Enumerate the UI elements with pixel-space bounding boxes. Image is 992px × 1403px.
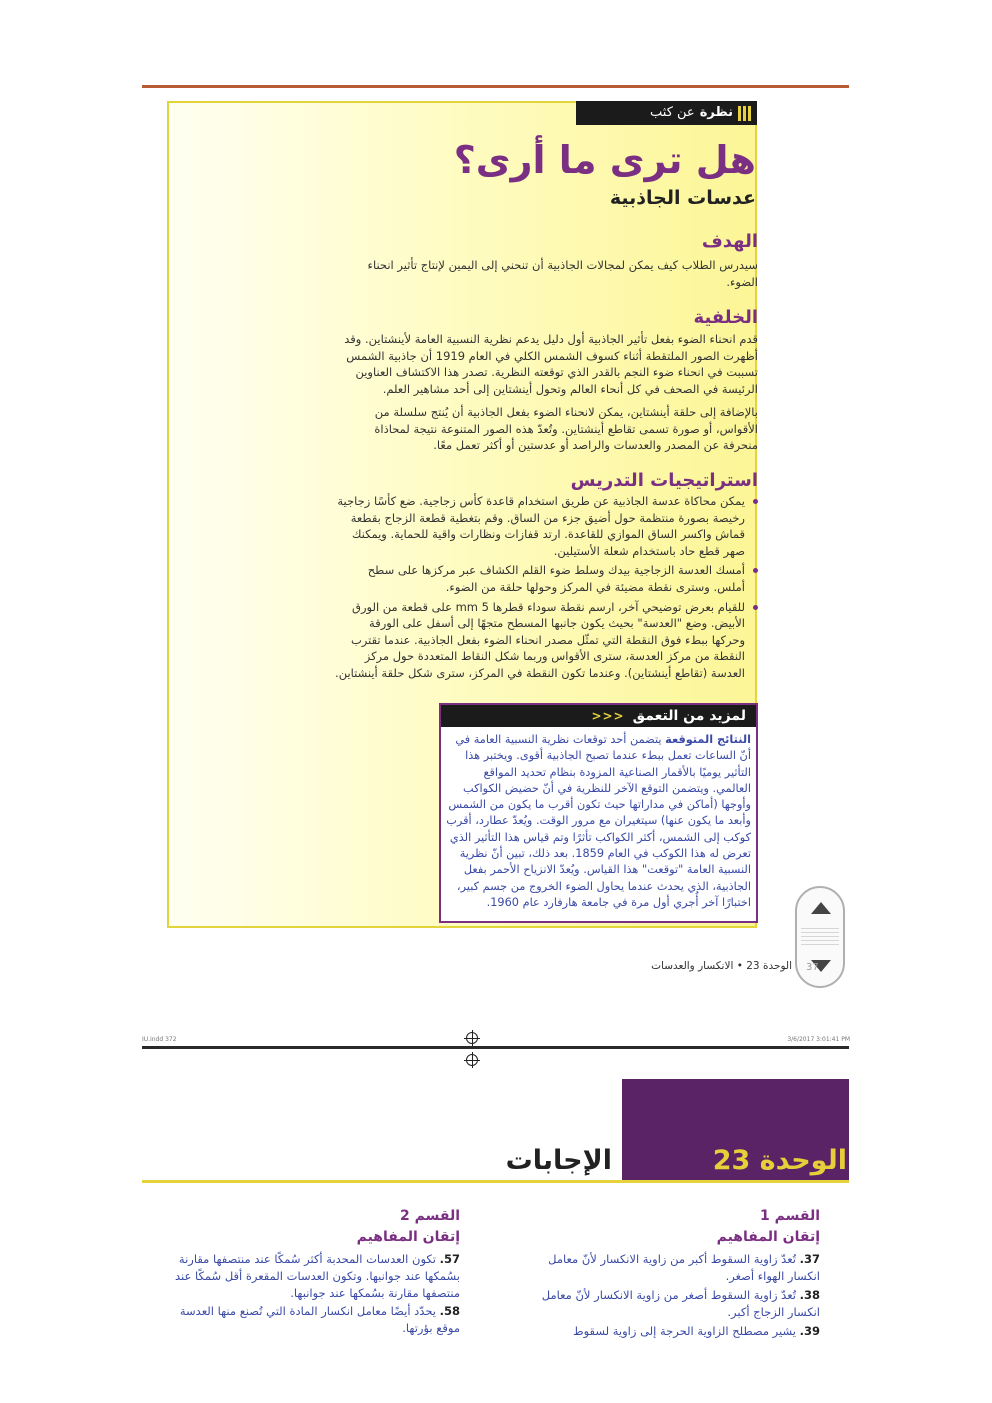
background-paragraph-1: قدم انحناء الضوء بفعل تأثير الجاذبية أول دليل يدعم نظرية النسبية العامة لأينشتاين. وقد أظهرت الصور الملتقطة أثناء كسوف الشمس الكلي في العام 1919 أن جاذبية الشمس تسببت في انحناء ضوء النجم بالقدر الذي توقعته النظرية. تصدر هذا الاكتشاف العناوين الرئيسة في الصحف في كل أنحاء العالم وتحول أينشتاين إلى أحد مشاهير العلم. xyxy=(344,332,758,397)
background-paragraph-2: بالإضافة إلى حلقة أينشتاين، يمكن لانحناء الضوء بفعل الجاذبية أن يُنتج سلسلة من الأقواس، أو صورة تسمى تقاطع أينشتاين. وتُعدّ هذه الصور المتنوعة نتيجة لمحاذاة منحرفة عن المصدر والعدسات والراصد أو عدستين أو أكثر تعمل معًا. xyxy=(374,405,758,453)
answer-item xyxy=(160,1303,460,1337)
page-number: 37 xyxy=(806,962,819,973)
extension-header xyxy=(441,705,756,727)
strategies-heading: استراتيجيات التدريس xyxy=(570,470,758,491)
section-1-heading: القسم 1 xyxy=(760,1208,820,1224)
scroll-up-icon[interactable] xyxy=(811,902,831,914)
registration-mark-icon xyxy=(466,1032,478,1044)
page-subtitle: عدسات الجاذبية xyxy=(609,187,756,209)
label-stripes-icon xyxy=(738,106,751,121)
goal-heading: الهدف xyxy=(701,231,758,252)
page-divider xyxy=(142,1046,849,1049)
answer-item xyxy=(520,1251,820,1285)
page-footer: الوحدة 23 • الانكسار والعدسات xyxy=(651,960,792,972)
background-heading: الخلفية xyxy=(693,307,758,328)
answer-number: 38. xyxy=(799,1288,820,1302)
answer-text: يحدّد أيضًا معامل انكسار المادة التي تُصنع منها العدسة موقع بؤرتها. xyxy=(179,1304,460,1335)
answer-text: يشير مصطلح الزاوية الحرجة إلى زاوية لسقوط xyxy=(572,1324,796,1338)
section-1-subheading: إتقان المفاهيم xyxy=(716,1229,820,1245)
extension-body: يتضمن أحد توقعات نظرية النسبية العامة في أنّ الساعات تعمل ببطء عندما تصبح الجاذبية أقوى. ويختبر هذا التأثير يوميًا بالأقمار الصناعية المزودة بنظام تحديد المواقع العالمي. ويتضمن التوقع الآخر للنظرية في أنّ حضيض الكواكب وأوجها (أماكن في مداراتها حيث تكون أقرب ما يكون من الشمس وأبعد ما يكون عنها) سيتغيران مع مرور الوقت. ويُعدّ عطارد، أقرب كوكب إلى الشمس، أكثر الكواكب تأثرًا وتم قياس هذا التأثير الذي تعرض له هذا الكوكب في العام 1859. بعد ذلك، تبين أنّ نظرية النسبية العامة "توقعت" هذا القياس. ويُعدّ الانزياح الأحمر بفعل الجاذبية، الذي يحدث عندما يحاول الضوء الخروج من جسم كبير، اختبارًا آخر أُجري أول مرة في جامعة هارفارد عام 1960. xyxy=(446,733,751,909)
strategy-item: أمسك العدسة الزجاجية بيدك وسلط ضوء القلم الكشاف عبر مركزها على سطح أملس. وسترى نقطة مضيئة في المركز وحولها حلقة من الضوء. xyxy=(334,562,758,595)
strategy-item: للقيام بعرض توضيحي آخر، ارسم نقطة سوداء قطرها 5 mm على قطعة من الورق الأبيض. وضع "العدسة" بحيث يكون جانبها المسطح متجهًا إلى أسفل على الورقة وحركها ببطء فوق النقطة التي تمثّل مصدر انحناء الضوء بفعل الجاذبية. عندما تقترب النقطة من مركز العدسة، سترى الأقواس وربما شكل النقاط المتعددة حول مركز العدسة (تقاطع أينشتاين). وعندما تكون النقطة في المركز، سترى شكل حلقة أينشتاين. xyxy=(334,599,758,682)
label-bold: نظرة xyxy=(699,105,733,120)
answer-number: 39. xyxy=(799,1324,820,1338)
section-2-subheading: إتقان المفاهيم xyxy=(356,1229,460,1245)
answers-divider xyxy=(142,1180,849,1183)
answers-title: الإجابات xyxy=(505,1145,612,1176)
print-date-label: 3/6/2017 3:01:41 PM xyxy=(787,1036,850,1043)
answer-text: تكون العدسات المحدبة أكثر سُمكًا عند منتصفها مقارنة بسُمكها عند جوانبها. وتكون العدسات المقعرة أقل سُمكًا عند منتصفها مقارنة بسُمكها عند جوانبها. xyxy=(175,1252,460,1300)
answer-number: 37. xyxy=(799,1252,820,1266)
registration-mark-icon xyxy=(466,1054,478,1066)
answer-item xyxy=(520,1323,820,1340)
label-rest: عن كثب xyxy=(650,105,695,120)
extension-text xyxy=(446,732,751,911)
strategies-list xyxy=(334,493,758,685)
answer-number: 58. xyxy=(439,1304,460,1318)
top-divider xyxy=(142,85,849,88)
extension-heading: لمزيد من التعمق xyxy=(632,708,746,724)
answer-number: 57. xyxy=(439,1252,460,1266)
print-file-label: IU.indd 372 xyxy=(142,1036,177,1043)
page-title: هل ترى ما أرى؟ xyxy=(453,138,756,182)
extension-lead: النتائج المتوقعة xyxy=(665,733,751,746)
strategy-item: يمكن محاكاة عدسة الجاذبية عن طريق استخدام قاعدة كأس زجاجية. ضع كأسًا زجاجية رخيصة بصورة منتظمة حول أضيق جزء من الساق. وقم بتغطية قطعة الزجاج بقطعة قماش واكسر الساق الموازي للقاعدة. ارتد قفازات ونظارات واقية للحماية. ويمكنك صهر قطع حاد باستخدام شعلة الأستيلين. xyxy=(334,493,758,559)
section-label-bar xyxy=(576,101,757,125)
answer-item xyxy=(520,1287,820,1321)
page-scroll-control[interactable] xyxy=(795,886,845,988)
answer-text: تُعدّ زاوية السقوط أصغر من زاوية الانكسار لأنّ معامل انكسار الزجاج أكبر. xyxy=(541,1288,820,1319)
goal-text: سيدرس الطلاب كيف يمكن لمجالات الجاذبية أن تنحني إلى اليمين لإنتاج تأثير انحناء الضوء. xyxy=(367,258,758,289)
answer-item xyxy=(160,1251,460,1302)
unit-title: الوحدة 23 xyxy=(712,1145,847,1176)
arrows-icon: >>> xyxy=(591,709,625,723)
section-2-heading: القسم 2 xyxy=(400,1208,460,1224)
scroll-grip[interactable] xyxy=(801,928,839,948)
answer-text: تُعدّ زاوية السقوط أكبر من زاوية الانكسار لأنّ معامل انكسار الهواء أصغر. xyxy=(548,1252,820,1283)
